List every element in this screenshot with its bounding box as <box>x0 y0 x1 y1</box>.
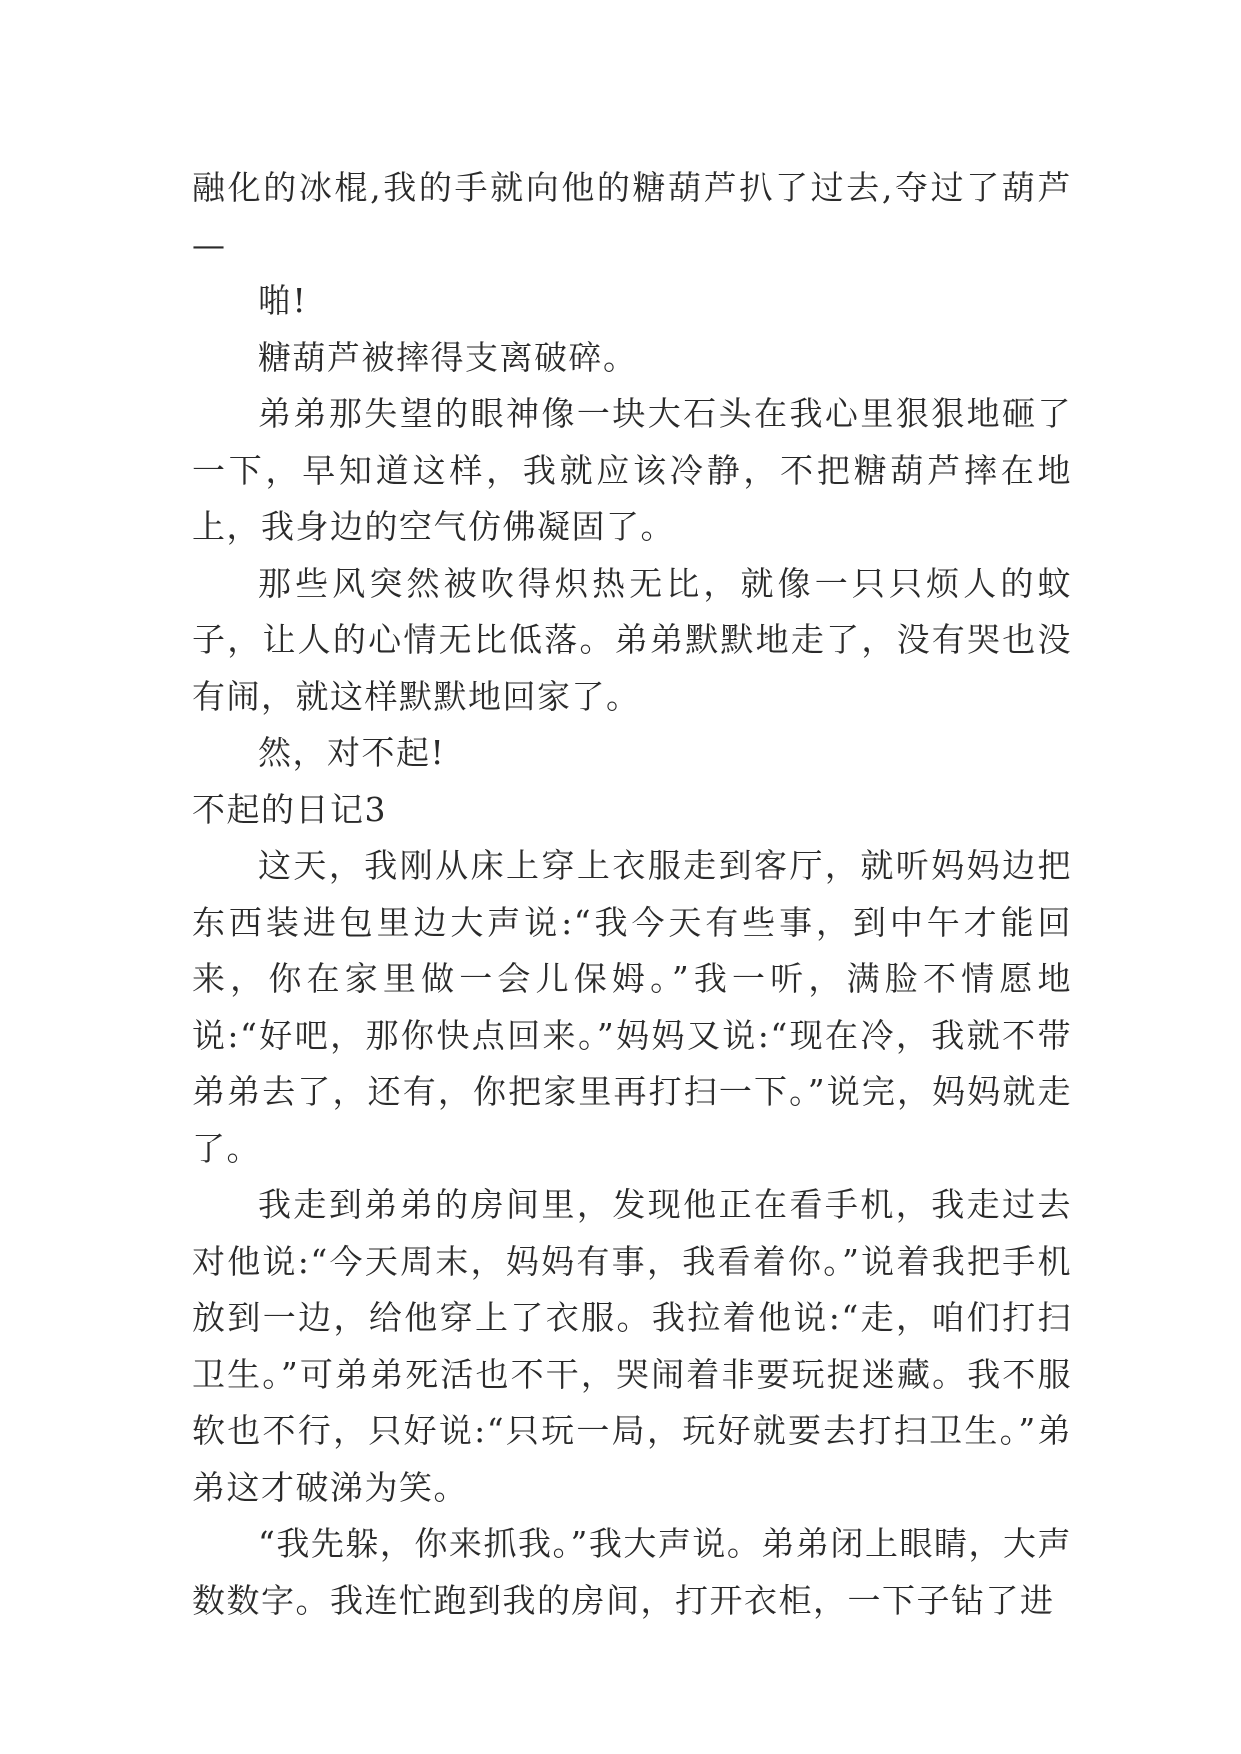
paragraph: 这天，我刚从床上穿上衣服走到客厅，就听妈妈边把东西装进包里边大声说:“我今天有些事，到中午才能回来，你在家里做一会儿保姆。”我一听，满脸不情愿地说:“好吧，那你快点回来。”妈妈又说:“现在冷，我就不带弟弟去了，还有，你把家里再打扫一下。”说完，妈妈就走了。 <box>192 846 1072 1168</box>
paragraph: 然，对不起! <box>258 733 446 772</box>
paragraph: 我走到弟弟的房间里，发现他正在看手机，我走过去对他说:“今天周末，妈妈有事，我看着你。”说着我把手机放到一边，给他穿上了衣服。我拉着他说:“走，咱们打扫卫生。”可弟弟死活也不干，哭闹着非要玩捉迷藏。我不服软也不行，只好说:“只玩一局，玩好就要去打扫卫生。”弟弟这才破涕为笑。 <box>192 1185 1072 1507</box>
paragraph: 融化的冰棍,我的手就向他的糖葫芦扒了过去,夺过了葫芦— <box>192 168 1072 264</box>
paragraph: 糖葫芦被摔得支离破碎。 <box>258 337 638 377</box>
paragraph: “我先躲，你来抓我。”我大声说。弟弟闭上眼睛，大声数数字。我连忙跑到我的房间，打开衣柜，一下子钻了进 <box>192 1524 1072 1620</box>
paragraph: 啪! <box>258 281 308 320</box>
paragraph: 那些风突然被吹得炽热无比，就像一只只烦人的蚊子，让人的心情无比低落。弟弟默默地走了，没有哭也没有闹，就这样默默地回家了。 <box>192 563 1072 716</box>
section-heading: 不起的日记3 <box>192 789 387 829</box>
document-body <box>192 160 1072 1629</box>
paragraph: 弟弟那失望的眼神像一块大石头在我心里狠狠地砸了一下，早知道这样，我就应该冷静，不把糖葫芦摔在地上，我身边的空气仿佛凝固了。 <box>192 394 1072 546</box>
